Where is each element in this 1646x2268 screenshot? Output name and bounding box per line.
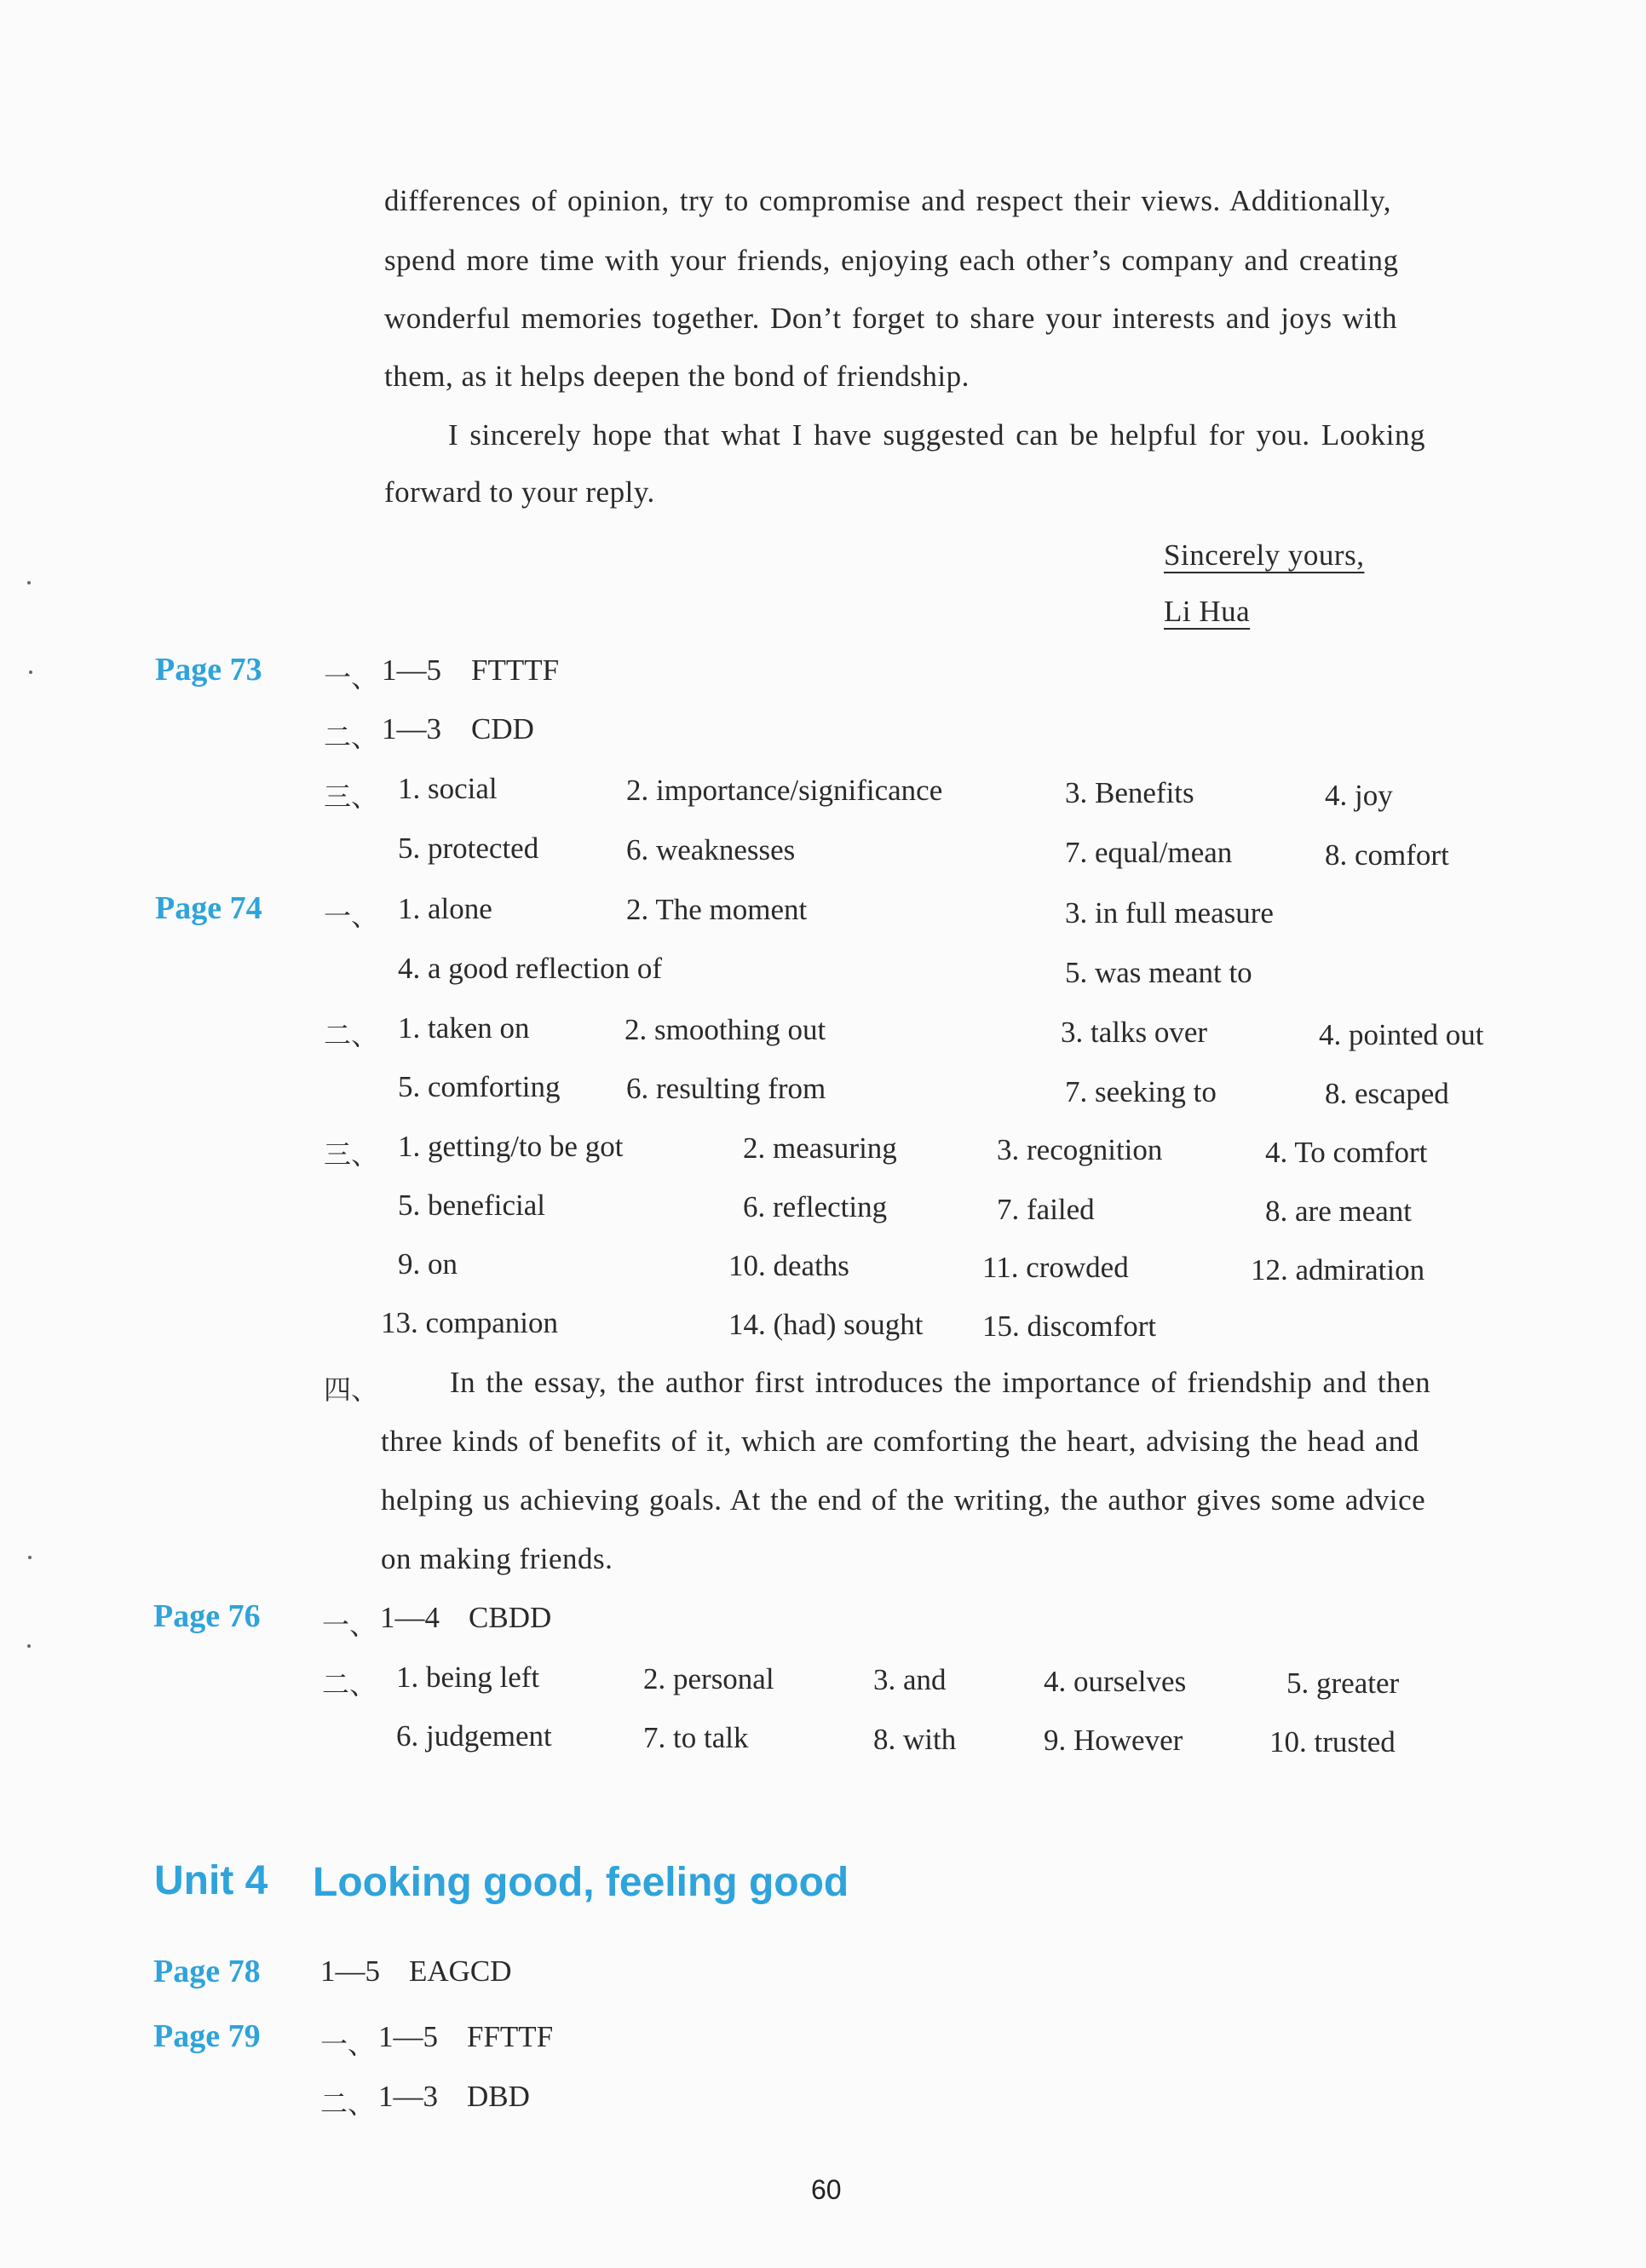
answer-item: 6. weaknesses: [626, 833, 796, 866]
answer-item: 1. alone: [398, 892, 492, 925]
answer-item: 4. ourselves: [1044, 1665, 1187, 1698]
answer-item: 7. equal/mean: [1065, 836, 1233, 869]
answer-letters: FFTTF: [467, 2020, 554, 2053]
answer-item: 11. crowded: [982, 1251, 1129, 1284]
answer-item: 5. was meant to: [1065, 956, 1252, 989]
answer-item: 3. and: [873, 1663, 947, 1696]
answer-item: 1. being left: [396, 1661, 540, 1694]
section-marker: 四、: [324, 1373, 379, 1406]
page-label: Page 79: [153, 2018, 261, 2054]
answer-item: 5. greater: [1286, 1666, 1400, 1700]
letter-line: wonderful memories together. Don’t forget to share your interests and joys with: [384, 302, 1398, 335]
answer-letters: CDD: [471, 712, 534, 745]
answer-item: 2. importance/significance: [626, 774, 943, 807]
answer-item: 5. beneficial: [398, 1189, 545, 1222]
answer-item: 1. taken on: [398, 1011, 530, 1045]
scan-speck: [27, 581, 31, 584]
answer-item: 7. to talk: [643, 1721, 749, 1754]
letter-line: them, as it helps deepen the bond of friendship.: [384, 360, 970, 393]
section-marker: 一、: [324, 661, 379, 694]
page-label: Page 74: [155, 890, 262, 926]
letter-line: I sincerely hope that what I have suggested can be helpful for you. Looking: [448, 418, 1425, 452]
answer-item: 6. reflecting: [743, 1190, 888, 1223]
answer-range: 1—3: [382, 712, 441, 745]
answer-item: 2. personal: [643, 1662, 774, 1695]
answer-range: 1—3: [378, 2080, 438, 2113]
answer-item: 8. are meant: [1265, 1194, 1412, 1228]
section-marker: 一、: [320, 2028, 376, 2060]
answer-range: 1—5: [320, 1954, 380, 1988]
answer-item: 1. getting/to be got: [398, 1130, 624, 1163]
section-marker: 二、: [324, 721, 379, 753]
answer-item: 4. joy: [1325, 779, 1393, 812]
answer-item: 3. Benefits: [1065, 776, 1194, 809]
answer-item: 8. escaped: [1325, 1077, 1449, 1110]
letter-signature: Li Hua: [1164, 595, 1251, 628]
answer-item: 2. The moment: [626, 893, 808, 926]
answer-item: 3. in full measure: [1065, 896, 1274, 930]
scan-speck: [28, 1556, 32, 1559]
letter-line: forward to your reply.: [384, 475, 655, 509]
answer-item: 3. recognition: [997, 1133, 1163, 1166]
scan-speck: [29, 671, 32, 674]
answer-letters: FTTTF: [471, 653, 560, 687]
answer-item: 9. However: [1044, 1724, 1183, 1757]
answer-letters: DBD: [467, 2080, 530, 2113]
answer-item: 2. measuring: [743, 1131, 897, 1165]
answer-item: 4. To comfort: [1265, 1136, 1428, 1169]
answer-item: 9. on: [398, 1247, 458, 1281]
answer-item: 15. discomfort: [982, 1310, 1157, 1343]
section-marker: 三、: [324, 780, 379, 813]
page-label: Page 73: [155, 652, 262, 688]
answer-letters: CBDD: [469, 1601, 552, 1634]
page-label: Page 76: [153, 1598, 261, 1634]
answer-item: 8. comfort: [1325, 838, 1449, 872]
answer-item: 1. social: [398, 772, 498, 805]
answer-item: 5. comforting: [398, 1070, 561, 1103]
section-marker: 二、: [324, 1019, 379, 1051]
section-marker: 一、: [322, 1609, 377, 1641]
page-label: Page 78: [153, 1954, 261, 1989]
answer-item: 14. (had) sought: [728, 1308, 924, 1341]
answer-item: 10. deaths: [728, 1249, 849, 1282]
answer-item: 7. seeking to: [1065, 1075, 1217, 1108]
answer-item: 13. companion: [381, 1306, 559, 1339]
answer-item: 8. with: [873, 1723, 957, 1756]
summary-line: helping us achieving goals. At the end of the writing, the author gives some advice: [381, 1483, 1426, 1517]
answer-item: 2. smoothing out: [624, 1013, 826, 1046]
answer-item: 3. talks over: [1061, 1016, 1208, 1049]
answer-item: 12. admiration: [1251, 1253, 1425, 1287]
answer-letters: EAGCD: [409, 1954, 512, 1988]
page-number: 60: [811, 2174, 842, 2205]
scan-speck: [27, 1644, 31, 1648]
summary-line: In the essay, the author first introduces the importance of friendship and then: [450, 1366, 1431, 1399]
answer-item: 4. a good reflection of: [398, 952, 663, 985]
section-marker: 二、: [322, 1668, 377, 1701]
section-marker: 二、: [320, 2087, 376, 2120]
answer-item: 6. judgement: [396, 1719, 552, 1753]
answer-item: 5. protected: [398, 832, 539, 865]
section-marker: 三、: [324, 1138, 379, 1171]
letter-line: spend more time with your friends, enjoying each other’s company and creating: [384, 244, 1399, 277]
section-marker: 一、: [324, 900, 379, 932]
answer-item: 10. trusted: [1269, 1725, 1396, 1759]
summary-line: three kinds of benefits of it, which are comforting the heart, advising the head and: [381, 1425, 1419, 1458]
letter-closing: Sincerely yours,: [1164, 538, 1365, 572]
summary-line: on making friends.: [381, 1542, 613, 1575]
answer-item: 7. failed: [997, 1193, 1095, 1226]
answer-item: 6. resulting from: [626, 1072, 826, 1105]
answer-range: 1—5: [382, 653, 441, 687]
unit-number: Unit 4: [154, 1858, 268, 1903]
answer-range: 1—4: [380, 1601, 440, 1634]
answer-item: 4. pointed out: [1319, 1018, 1484, 1051]
unit-title: Looking good, feeling good: [313, 1860, 849, 1905]
answer-range: 1—5: [378, 2020, 438, 2053]
letter-line: differences of opinion, try to compromise and respect their views. Additionally,: [384, 184, 1391, 217]
